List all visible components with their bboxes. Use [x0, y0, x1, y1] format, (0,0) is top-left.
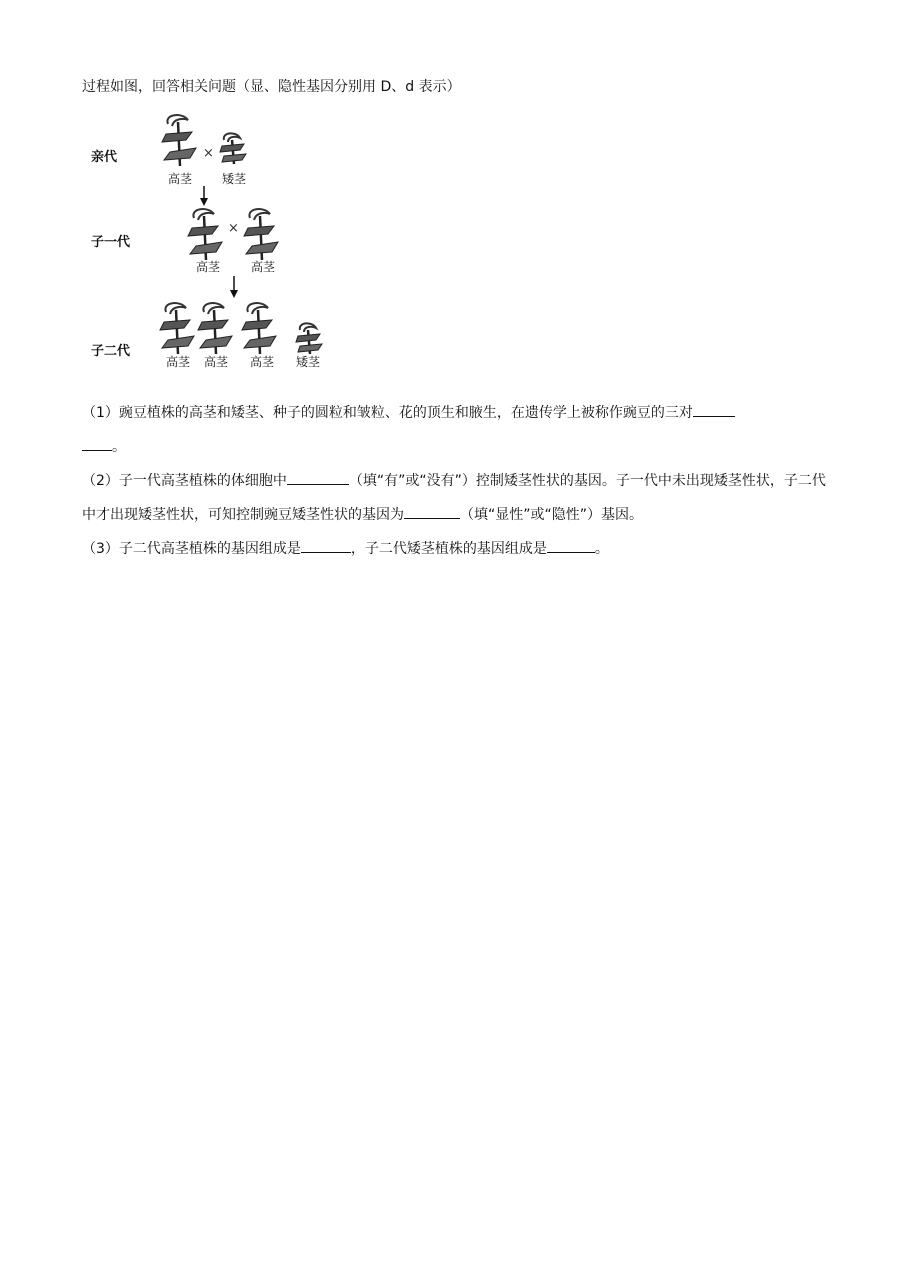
f2-generation-label: 子二代 — [91, 344, 131, 359]
question-2-part1: （2）子一代高茎植株的体细胞中 — [82, 473, 287, 489]
tall-plant-icon — [186, 206, 226, 262]
question-intro: 过程如图，回答相关问题（显、隐性基因分别用 D、d 表示） — [82, 79, 461, 95]
question-2-part3: （填“显性”或“隐性”）基因。 — [460, 507, 644, 523]
tall-plant-icon — [242, 206, 282, 262]
question-1-end: 。 — [112, 439, 126, 455]
answer-blank[interactable] — [301, 538, 351, 553]
tall-plant-icon — [240, 300, 280, 356]
tall-plant-icon — [158, 300, 198, 356]
arrow-down-icon — [228, 276, 240, 298]
short-plant-icon — [294, 322, 326, 356]
answer-blank[interactable] — [693, 402, 735, 417]
question-2-part2: （填“有”或“没有”）控制矮茎性状的基因。子一代中未出现矮茎性状，子二代中才出现矮茎性状，可知控制豌豆矮茎性状的基因为 — [82, 473, 826, 523]
plant-label: 高茎 — [168, 172, 193, 186]
plant-label: 矮茎 — [296, 355, 321, 369]
plant-label: 高茎 — [204, 355, 229, 369]
f1-generation-label: 子一代 — [91, 235, 131, 250]
plant-label: 高茎 — [166, 355, 191, 369]
question-1-text: （1）豌豆植株的高茎和矮茎、种子的圆粒和皱粒、花的顶生和腋生，在遗传学上被称作豌豆的三对 — [82, 405, 693, 421]
tall-plant-icon — [196, 300, 236, 356]
plant-label: 高茎 — [250, 355, 275, 369]
tall-plant-icon — [160, 112, 200, 168]
short-plant-icon — [218, 132, 250, 166]
answer-blank[interactable] — [404, 504, 460, 519]
question-2 — [82, 464, 827, 532]
cross-symbol: × — [228, 221, 239, 236]
question-3-part3: 。 — [594, 541, 609, 557]
question-3-part1: （3）子二代高茎植株的基因组成是 — [82, 541, 301, 557]
plant-label: 矮茎 — [222, 172, 247, 186]
question-1 — [82, 396, 827, 464]
plant-label: 高茎 — [251, 260, 276, 274]
plant-label: 高茎 — [196, 260, 221, 274]
arrow-down-icon — [198, 186, 210, 206]
pea-cross-diagram — [88, 110, 338, 375]
question-3 — [82, 532, 827, 566]
answer-blank[interactable] — [82, 436, 112, 451]
parent-generation-label: 亲代 — [91, 150, 118, 165]
answer-blank[interactable] — [287, 470, 349, 485]
question-3-part2: ，子二代矮茎植株的基因组成是 — [350, 541, 547, 557]
answer-blank[interactable] — [547, 538, 595, 553]
cross-symbol: × — [203, 146, 214, 161]
